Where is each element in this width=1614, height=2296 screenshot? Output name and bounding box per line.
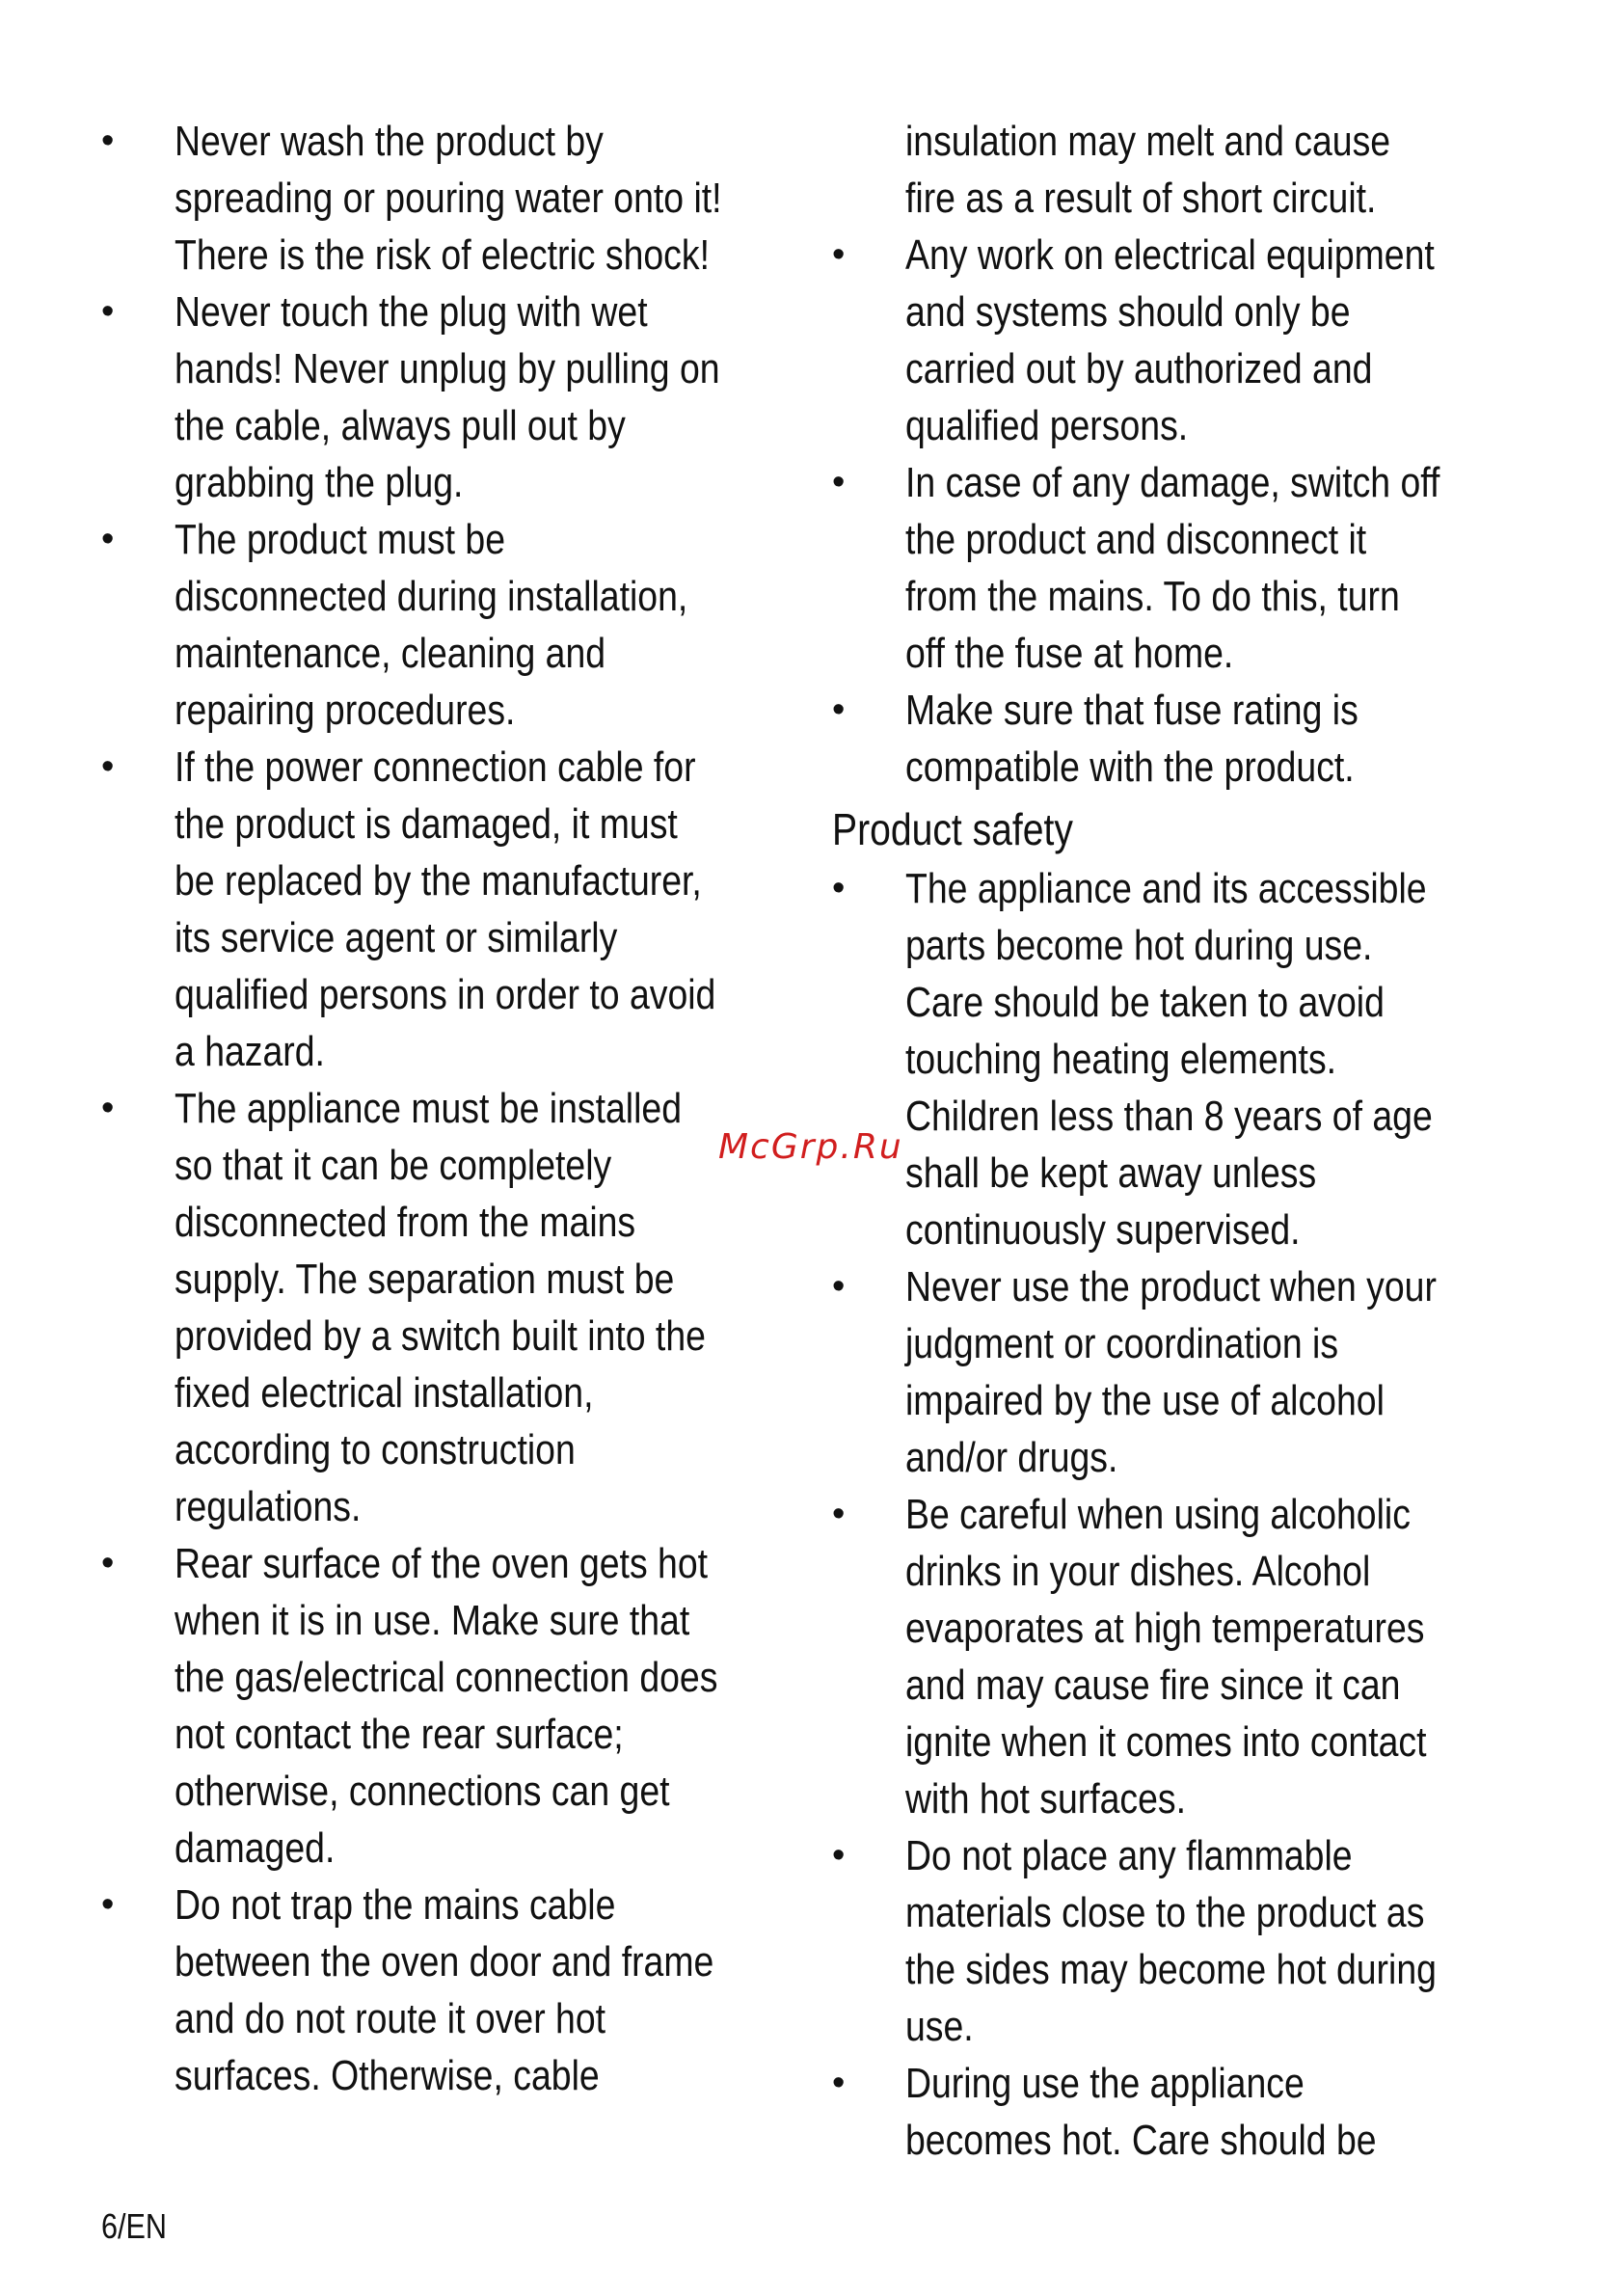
left-list-item-bullet-icon: • [101,291,115,332]
left-list-item-line: otherwise, connections can get [175,1768,670,1815]
safety-list-item-line: Children less than 8 years of age [905,1093,1433,1140]
left-list-item-line: Never touch the plug with wet [175,288,648,336]
left-list-item-line: disconnected during installation, [175,573,688,620]
safety-list-item-line: touching heating elements. [905,1036,1337,1083]
watermark-text: McGrp.Ru [718,1127,903,1167]
left-list-item-line: hands! Never unplug by pulling on [175,345,720,392]
left-list-item-line: The product must be [175,516,506,563]
left-list-item-bullet-icon: • [101,519,115,559]
left-list-item-line: The appliance must be installed [175,1085,683,1132]
left-list-item-line: Never wash the product by [175,118,604,165]
right-list-item-line: and systems should only be [905,288,1351,336]
right-list-item-bullet-icon: • [832,689,846,730]
safety-list-item-bullet-icon: • [832,1266,846,1307]
left-list-item-line: damaged. [175,1824,336,1872]
safety-list-item-bullet-icon: • [832,868,846,908]
right-list-item-bullet-icon: • [832,234,846,275]
left-list-item-line: be replaced by the manufacturer, [175,857,702,905]
left-list-item-line: a hazard. [175,1028,325,1075]
left-list-item-line: according to construction [175,1426,576,1473]
left-list-item-line: and do not route it over hot [175,1995,606,2042]
left-list-item-line: There is the risk of electric shock! [175,231,710,279]
safety-list-item-line: continuously supervised. [905,1206,1301,1254]
left-list-item-line: Rear surface of the oven gets hot [175,1540,709,1587]
right-list-item-line: qualified persons. [905,402,1189,449]
safety-list-item-line: materials close to the product as [905,1889,1425,1936]
safety-list-item-line: Care should be taken to avoid [905,979,1385,1026]
safety-list-item-line: Never use the product when your [905,1263,1437,1310]
safety-list-item-line: parts become hot during use. [905,922,1373,969]
left-list-item-line: when it is in use. Make sure that [175,1597,690,1644]
safety-list-item-bullet-icon: • [832,1835,846,1876]
left-list-item-line: spreading or pouring water onto it! [175,175,722,222]
left-list-item-line: its service agent or similarly [175,914,618,961]
safety-list-item-line: The appliance and its accessible [905,865,1427,912]
safety-list-item-line: impaired by the use of alcohol [905,1377,1385,1424]
left-list-item-line: fixed electrical installation, [175,1369,594,1417]
left-list-item-bullet-icon: • [101,1088,115,1128]
left-list-item-line: regulations. [175,1483,362,1530]
left-list-item-line: the product is damaged, it must [175,800,678,848]
left-list-item-line: disconnected from the mains [175,1199,636,1246]
safety-list-item-line: judgment or coordination is [905,1320,1339,1367]
right-list-item-bullet-icon: • [832,462,846,502]
left-list-item-line: grabbing the plug. [175,459,464,506]
safety-list-item-line: ignite when it comes into contact [905,1718,1427,1766]
section-heading: Product safety [832,804,1073,854]
safety-list-item-line: and may cause fire since it can [905,1661,1401,1709]
right-list-item-line: from the mains. To do this, turn [905,573,1400,620]
right-list-item-line: the product and disconnect it [905,516,1367,563]
safety-list-item-line: with hot surfaces. [905,1775,1187,1823]
safety-list-item-line: evaporates at high temperatures [905,1605,1425,1652]
left-list-item-line: supply. The separation must be [175,1256,675,1303]
left-list-item-line: between the oven door and frame [175,1938,714,1985]
right-list-item-line: In case of any damage, switch off [905,459,1440,506]
right-list-item-line: compatible with the product. [905,743,1355,791]
left-list-item-line: so that it can be completely [175,1142,612,1189]
right-list-item-line: Any work on electrical equipment [905,231,1435,279]
safety-list-item-line: shall be kept away unless [905,1149,1317,1197]
left-list-item-line: the gas/electrical connection does [175,1654,718,1701]
left-list-item-line: repairing procedures. [175,687,516,734]
left-list-item-line: the cable, always pull out by [175,402,626,449]
left-list-item-line: qualified persons in order to avoid [175,971,716,1018]
right-list-item-line: off the fuse at home. [905,630,1234,677]
safety-list-item-line: use. [905,2003,974,2050]
left-list-item-line: provided by a switch built into the [175,1312,706,1360]
safety-list-item-line: Do not place any flammable [905,1832,1353,1879]
left-list-item-bullet-icon: • [101,121,115,161]
safety-list-item-bullet-icon: • [832,2063,846,2103]
safety-list-item-line: becomes hot. Care should be [905,2117,1377,2164]
left-list-item-bullet-icon: • [101,1884,115,1925]
left-list-item-line: not contact the rear surface; [175,1711,624,1758]
safety-list-item-line: and/or drugs. [905,1434,1118,1481]
right-list-item-line: Make sure that fuse rating is [905,687,1358,734]
left-list-item-bullet-icon: • [101,1543,115,1583]
left-list-item-line: Do not trap the mains cable [175,1881,616,1929]
left-list-item-line: If the power connection cable for [175,743,696,791]
safety-list-item-line: the sides may become hot during [905,1946,1437,1993]
left-list-item-line: surfaces. Otherwise, cable [175,2052,600,2099]
right-list-item-line: carried out by authorized and [905,345,1373,392]
safety-list-item-line: Be careful when using alcoholic [905,1491,1411,1538]
safety-list-item-line: During use the appliance [905,2060,1305,2107]
continued-text-line: fire as a result of short circuit. [905,175,1377,222]
left-list-item-line: maintenance, cleaning and [175,630,606,677]
left-list-item-bullet-icon: • [101,746,115,787]
continued-text-line: insulation may melt and cause [905,118,1391,165]
safety-list-item-line: drinks in your dishes. Alcohol [905,1548,1371,1595]
page-number: 6/EN [101,2206,168,2246]
safety-list-item-bullet-icon: • [832,1494,846,1534]
